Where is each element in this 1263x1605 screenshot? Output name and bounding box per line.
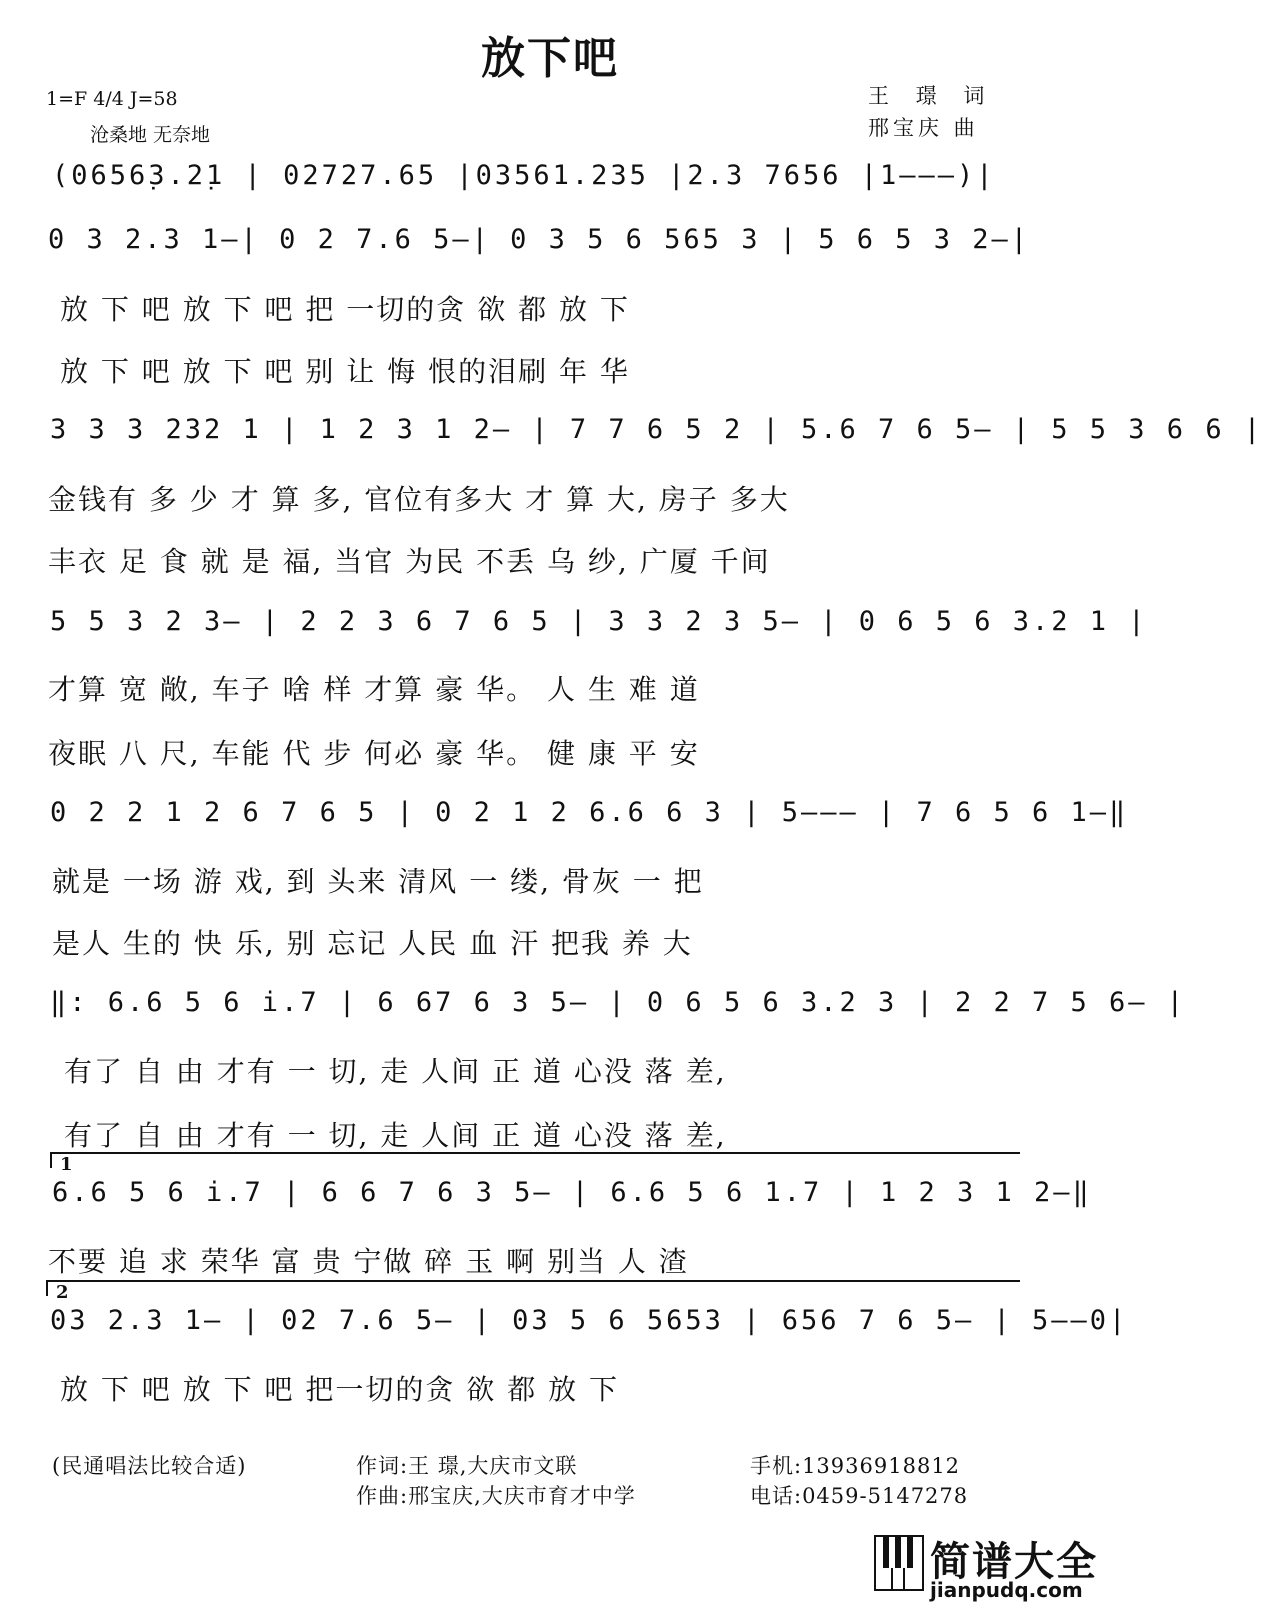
lyric-line: 放 下 吧 放 下 吧 把 一切的贪 欲 都 放 下 (60, 293, 630, 326)
second-ending-bracket (46, 1280, 1020, 1282)
composer-info: 作曲:邢宝庆,大庆市育才中学 (356, 1484, 636, 1508)
lyricist-credit: 王 璟 词 (868, 84, 995, 108)
lyric-line: 放 下 吧 放 下 吧 把一切的贪 欲 都 放 下 (60, 1373, 620, 1406)
score-line: 0 2 2 1 2 6 7 6 5 | 0 2 1 2 6.6 6 3 | 5——— | 7 6 5 6 1—‖ (50, 797, 1129, 828)
composer-credit: 邢宝庆 曲 (868, 116, 979, 140)
lyric-line: 有了 自 由 才有 一 切, 走 人间 正 道 心没 落 差, (64, 1055, 727, 1088)
mobile-number: 手机:13936918812 (750, 1454, 961, 1478)
score-line: ‖: 6.6 5 6 i.7 | 6 67 6 3 5— | 0 6 5 6 3.2 3 | 2 2 7 5 6— | (50, 987, 1187, 1018)
lyric-line: 有了 自 由 才有 一 切, 走 人间 正 道 心没 落 差, (64, 1119, 727, 1152)
second-ending-tick (46, 1280, 48, 1296)
first-ending-tick (50, 1152, 52, 1168)
site-logo-text: 简谱大全 (930, 1539, 1098, 1585)
score-line: 6.6 5 6 i.7 | 6 6 7 6 3 5— | 6.6 5 6 1.7 | 1 2 3 1 2—‖ (52, 1177, 1092, 1208)
lyric-line: 是人 生的 快 乐, 别 忘记 人民 血 汗 把我 养 大 (52, 927, 693, 960)
second-ending-number: 2 (56, 1282, 69, 1303)
mood-marking: 沧桑地 无奈地 (90, 124, 211, 146)
lyric-line: 不要 追 求 荣华 富 贵 宁做 碎 玉 啊 别当 人 渣 (48, 1245, 689, 1278)
score-line: 0 3 2.3 1—| 0 2 7.6 5—| 0 3 5 6 565 3 | 5 6 5 3 2—| (48, 224, 1031, 255)
score-line: 5 5 3 2 3— | 2 2 3 6 7 6 5 | 3 3 2 3 5— | 0 6 5 6 3.2 1 | (50, 606, 1148, 637)
piano-keys-icon (874, 1535, 924, 1591)
score-line: (0656̣3.2̣1 | 02727.65 |03561.235 |2.3 7656 |1———)| (52, 160, 996, 191)
song-title: 放下吧 (481, 33, 619, 84)
site-url: jianpudq.com (930, 1578, 1083, 1602)
singing-style-note: (民通唱法比较合适) (52, 1454, 247, 1478)
first-ending-number: 1 (60, 1154, 73, 1175)
lyricist-info: 作词:王 璟,大庆市文联 (356, 1454, 578, 1478)
score-line: 03 2.3 1— | 02 7.6 5— | 03 5 6 5653 | 656 7 6 5— | 5——0| (50, 1305, 1129, 1336)
lyric-line: 丰衣 足 食 就 是 福, 当官 为民 不丢 乌 纱, 广厦 千间 (48, 545, 771, 578)
lyric-line: 就是 一场 游 戏, 到 头来 清风 一 缕, 骨灰 一 把 (52, 865, 704, 898)
lyric-line: 夜眠 八 尺, 车能 代 步 何必 豪 华。 健 康 平 安 (48, 737, 700, 770)
phone-number: 电话:0459-5147278 (750, 1484, 969, 1508)
first-ending-bracket (50, 1152, 1020, 1154)
lyric-line: 放 下 吧 放 下 吧 别 让 悔 恨的泪刷 年 华 (60, 355, 630, 388)
lyric-line: 才算 宽 敞, 车子 啥 样 才算 豪 华。 人 生 难 道 (48, 673, 700, 706)
lyric-line: 金钱有 多 少 才 算 多, 官位有多大 才 算 大, 房子 多大 (48, 483, 790, 516)
score-line: 3 3 3 232 1 | 1 2 3 1 2— | 7 7 6 5 2 | 5.6 7 6 5— | 5 5 3 6 6 | (50, 414, 1263, 445)
key-time-tempo: 1=F 4/4 J=58 (46, 88, 178, 110)
